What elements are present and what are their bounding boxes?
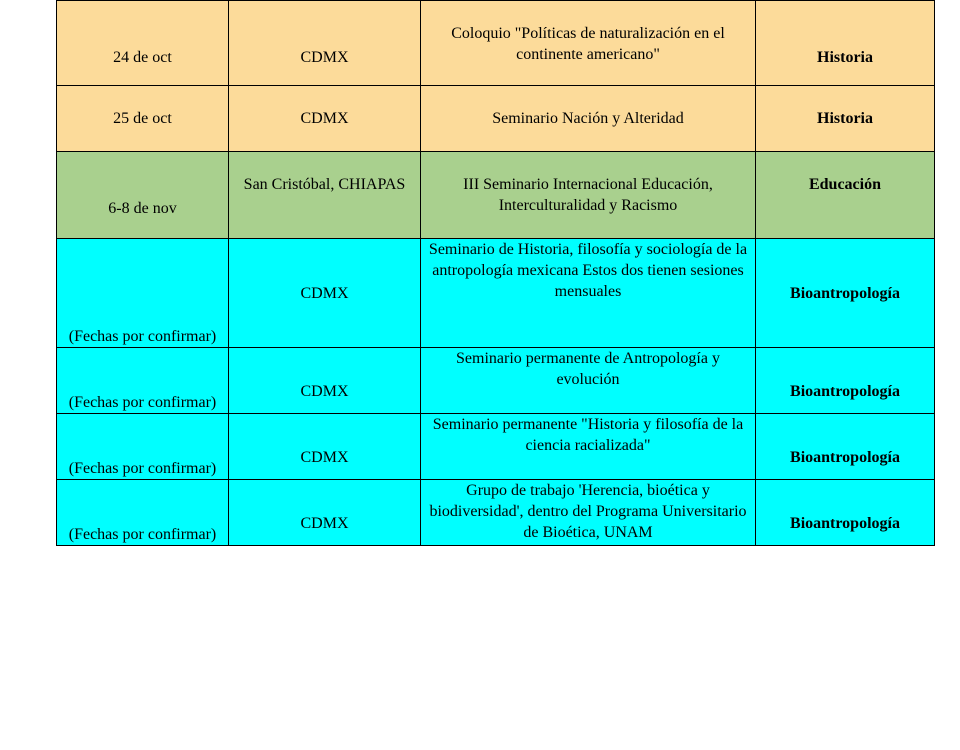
table-row	[57, 348, 935, 414]
area-cell: Historia	[756, 86, 935, 152]
date-cell: 6-8 de nov	[57, 152, 229, 239]
table-row	[57, 152, 935, 239]
date-cell: (Fechas por confirmar)	[57, 480, 229, 546]
event-cell: Grupo de trabajo 'Herencia, bioética y biodiversidad', dentro del Programa Universitario de Bioética, UNAM	[421, 480, 756, 546]
date-cell: 25 de oct	[57, 86, 229, 152]
table-row	[57, 414, 935, 480]
date-cell: (Fechas por confirmar)	[57, 348, 229, 414]
events-sheet	[56, 0, 934, 546]
location-cell: CDMX	[229, 480, 421, 546]
area-cell: Bioantropología	[756, 480, 935, 546]
event-cell: Seminario permanente "Historia y filosofía de la ciencia racializada"	[421, 414, 756, 480]
events-table	[56, 0, 935, 546]
location-cell: CDMX	[229, 239, 421, 348]
event-cell: Seminario Nación y Alteridad	[421, 86, 756, 152]
table-row	[57, 480, 935, 546]
event-cell: Seminario permanente de Antropología y evolución	[421, 348, 756, 414]
location-cell: CDMX	[229, 86, 421, 152]
location-cell: CDMX	[229, 414, 421, 480]
date-cell: (Fechas por confirmar)	[57, 239, 229, 348]
event-cell: III Seminario Internacional Educación, Interculturalidad y Racismo	[421, 152, 756, 239]
date-cell: (Fechas por confirmar)	[57, 414, 229, 480]
location-cell: San Cristóbal, CHIAPAS	[229, 152, 421, 239]
table-row	[57, 1, 935, 86]
area-cell: Historia	[756, 1, 935, 86]
location-cell: CDMX	[229, 348, 421, 414]
table-row	[57, 239, 935, 348]
event-cell: Coloquio "Políticas de naturalización en el continente americano"	[421, 1, 756, 86]
location-cell: CDMX	[229, 1, 421, 86]
area-cell: Bioantropología	[756, 239, 935, 348]
area-cell: Educación	[756, 152, 935, 239]
area-cell: Bioantropología	[756, 414, 935, 480]
table-row	[57, 86, 935, 152]
date-cell: 24 de oct	[57, 1, 229, 86]
event-cell: Seminario de Historia, filosofía y sociología de la antropología mexicana Estos dos tienen sesiones mensuales	[421, 239, 756, 348]
area-cell: Bioantropología	[756, 348, 935, 414]
